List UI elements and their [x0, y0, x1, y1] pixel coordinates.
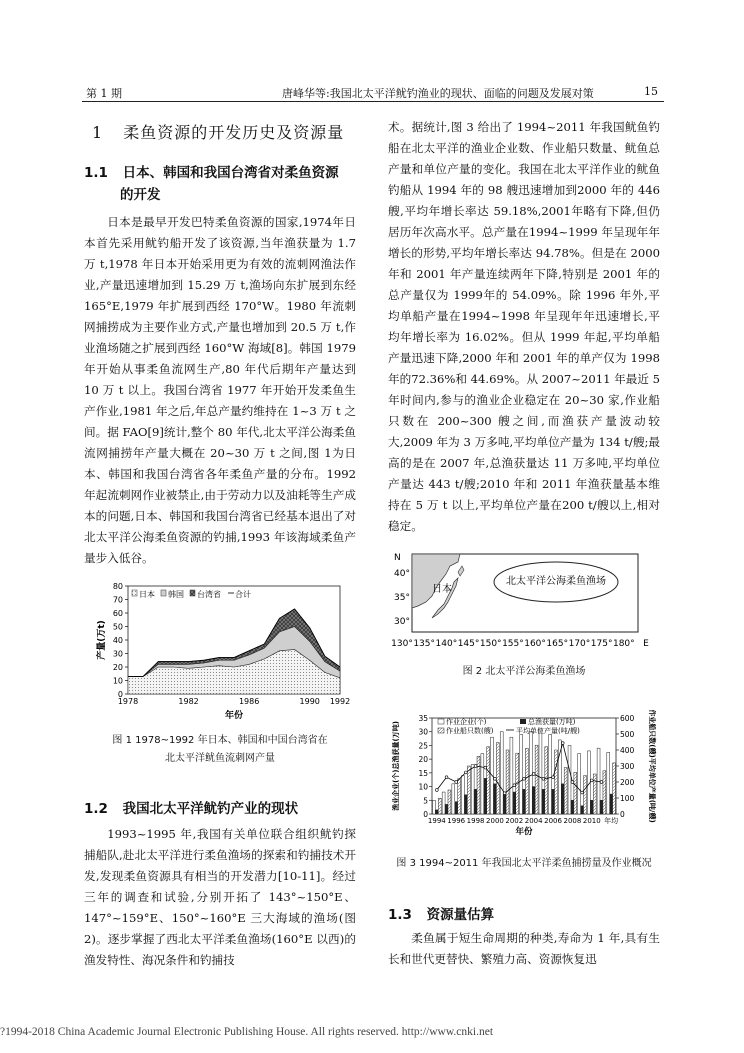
point-unit-yield [435, 789, 438, 792]
page-number: 15 [644, 85, 658, 98]
figure-2 [388, 548, 660, 653]
bar-total-catch [435, 810, 438, 814]
x-tick-label: 1996 [447, 817, 466, 825]
figure-1-caption [84, 732, 356, 768]
point-unit-yield [484, 766, 487, 769]
bar-firms [500, 732, 503, 814]
bar-total-catch [493, 784, 496, 814]
point-unit-yield [561, 742, 564, 745]
bar-firms [442, 792, 445, 814]
y-tick-label: 50 [112, 622, 123, 632]
bar-total-catch [610, 794, 613, 814]
bar-vessels [545, 747, 548, 814]
point-unit-yield [523, 777, 526, 780]
y-tick-label: 20 [112, 663, 123, 672]
legend-swatch [438, 719, 444, 724]
legend-swatch [161, 590, 166, 596]
y-tick-label: 30 [112, 649, 123, 659]
bar-vessels [593, 774, 596, 814]
bar-vessels [603, 771, 606, 814]
legend-label: 作业企业(个) [446, 718, 487, 726]
figure-1-legend [132, 589, 251, 599]
figure-3-legend [438, 717, 580, 735]
y-left-tick-label: 20 [418, 755, 428, 765]
y-left-tick-label: 15 [418, 768, 428, 778]
figure-3-caption: 图 3 1994~2011 年我国北太平洋柔鱼捕捞量及作业概况 [396, 858, 652, 869]
map-label-fishing-ground: 北太平洋公海柔鱼渔场 [506, 576, 606, 587]
legend-label: 作业船只数(艘) [446, 727, 494, 735]
y-left-tick-label: 5 [423, 796, 428, 806]
x-tick-label: 1990 [299, 697, 320, 706]
y-tick-label: 0 [117, 690, 123, 699]
x-tick-label: 2002 [505, 817, 524, 825]
bar-vessels [613, 763, 616, 814]
bar-total-catch [532, 787, 535, 814]
y-axis-label: 产量(万t) [97, 620, 107, 660]
y-right-tick-label: 300 [620, 762, 635, 771]
bar-total-catch [590, 800, 593, 814]
point-unit-yield [590, 779, 593, 782]
x-tick-label: 1994 [427, 817, 446, 825]
point-unit-yield [513, 784, 516, 787]
figure-1-caption-line1: 图 1 1978~1992 年日本、韩国和中国台湾省在 [112, 735, 328, 746]
x-axis-label: 年份 [224, 711, 244, 721]
y-left-tick-label: 0 [423, 810, 428, 819]
bar-vessels [584, 776, 587, 814]
bar-vessels [458, 779, 461, 814]
longitude-label: 170° [568, 639, 591, 649]
copyright-footer: ?1994-2018 China Academic Journal Electronic Publishing House. All rights reserved. http://www.cnki.net [0, 1026, 494, 1038]
bar-total-catch [581, 806, 584, 814]
legend-swatch [438, 728, 444, 733]
point-unit-yield [503, 792, 506, 795]
subsection-title-line2: 的开发 [120, 187, 161, 203]
x-tick-label: 2000 [486, 817, 504, 825]
point-unit-yield [552, 776, 555, 779]
longitude-labels [391, 639, 649, 649]
legend-label: 平均单位产量(吨/艘) [516, 727, 580, 735]
longitude-label: 165° [546, 639, 569, 649]
point-unit-yield [474, 765, 477, 768]
bar-vessels [496, 743, 499, 814]
legend-swatch [190, 590, 195, 596]
y-tick-label: 80 [112, 582, 123, 591]
x-tick-label: 2006 [544, 817, 562, 825]
figure-2-map [388, 548, 660, 653]
figure-2-caption: 图 2 北太平洋公海柔鱼渔场 [462, 666, 586, 677]
point-unit-yield [581, 791, 584, 794]
issue-number: 第 1 期 [86, 87, 122, 100]
x-tick-label: 1982 [178, 697, 199, 706]
bar-total-catch [513, 792, 516, 814]
legend-swatch [132, 590, 137, 596]
bar-vessels [574, 772, 577, 814]
legend-label: 台湾省 [197, 590, 221, 599]
y-left-tick-label: 10 [418, 782, 428, 792]
subsection-1-2-heading [84, 797, 298, 817]
x-tick-label: 2008 [563, 817, 582, 825]
x-tick-label: 2004 [524, 817, 543, 825]
running-header [82, 83, 664, 102]
running-title: 唐峰华等:我国北太平洋鱿钓渔业的现状、面临的问题及发展对策 [282, 87, 594, 100]
bar-total-catch [561, 784, 564, 814]
subsection-title-line1: 日本、韩国和我国台湾省对柔鱼资源 [122, 165, 339, 181]
bar-firms [549, 734, 552, 814]
subsection-number: 1.1 [84, 165, 108, 181]
x-tick-label: 1992 [329, 697, 351, 706]
bar-total-catch [445, 804, 448, 814]
longitude-label: 130° [391, 639, 413, 649]
latitude-label: 30° [394, 617, 410, 627]
figure-1 [92, 578, 352, 726]
left-paragraph-1: 日本是最早开发巴特柔鱼资源的国家,1974年日本首先采用鱿钓船开发了该资源,当年渔获量为 1.7 万 t,1978 年日本开始采用更为有效的流刺网渔法作业,产量迅速增加到 15.29 万 t,渔场向东扩展到东经 165°E,1979 年扩展到西经 170°W。1980 年流刺网捕捞成为主要作业方式,产量也增加到 20.5 万 t,作业渔场随之扩展到西经 160°W 海域[8]。韩国 1979 年开始从事柔鱼流网生产,80 年代后期年产量达到 10 万 t 以上。我国台湾省 1977 年开始开发柔鱼生产作业,1981 年之后,年总产量约维持在 1~3 万 t 之间。据 FAO[9]统计,整个 80 年代,北太平洋公海柔鱼流网捕捞年产量大概在 20~30 万 t 之间,图 1为日本、韩国和我国台湾省各年柔鱼产量的分布。1992 年起流刺网作业被禁止,由于劳动力以及油耗等生产成本的问题,日本、韩国和我国台湾省已经基本退出了对北太平洋公海柔鱼资源的钓捕,1993 年该海域柔鱼产量步入低谷。 [84, 215, 356, 565]
latitude-label: 40° [394, 569, 410, 579]
bar-vessels [564, 768, 567, 814]
longitude-label: 140° [435, 639, 458, 649]
map-label-japan: 日本 [432, 584, 452, 595]
y-right-tick-label: 0 [620, 810, 625, 819]
figure-1-caption-line2: 北太平洋鱿鱼流刺网产量 [165, 753, 275, 764]
section-number: 1 [92, 123, 104, 142]
longitude-label: E [643, 639, 649, 649]
point-unit-yield [542, 777, 545, 780]
x-tick-label: 1998 [466, 817, 485, 825]
bar-firms [607, 752, 610, 814]
y-right-tick-label: 200 [620, 778, 635, 787]
latitude-label: N [394, 553, 401, 563]
y-left-axis-label: 渔业企业(个)总渔获量(万吨) [392, 721, 400, 811]
bar-vessels [525, 748, 528, 814]
bar-total-catch [600, 800, 603, 814]
legend-swatch [520, 719, 526, 724]
longitude-label: 145° [457, 639, 480, 649]
bar-firms [578, 754, 581, 814]
longitude-label: 180° [612, 639, 635, 649]
subsection-1-3-heading [388, 903, 494, 923]
bar-total-catch [484, 778, 487, 814]
subsection-number: 1.2 [84, 801, 108, 817]
longitude-label: 175° [590, 639, 613, 649]
bar-firms [529, 732, 532, 814]
longitude-label: 155° [502, 639, 524, 649]
y-left-tick-label: 25 [418, 741, 428, 751]
figure-1-chart [92, 578, 352, 726]
y-right-tick-label: 400 [620, 746, 635, 755]
section-title: 柔鱼资源的开发历史及资源量 [123, 123, 345, 142]
bar-total-catch [455, 802, 458, 814]
bar-vessels [477, 756, 480, 814]
y-left-tick-label: 35 [418, 714, 428, 723]
subsection-title: 资源量估算 [426, 907, 495, 923]
figure-3 [388, 710, 660, 842]
bar-firms [520, 734, 523, 814]
bar-vessels [555, 750, 558, 814]
point-unit-yield [571, 781, 574, 784]
subsection-number: 1.3 [388, 907, 412, 923]
bar-total-catch [552, 789, 555, 814]
bar-vessels [467, 766, 470, 814]
subsection-title: 我国北太平洋鱿钓产业的现状 [122, 801, 299, 817]
x-axis-label: 年份 [515, 827, 533, 837]
right-paragraph-1: 术。据统计,图 3 给出了 1994~2011 年我国鱿鱼钓船在北太平洋的渔业企业数、作业船只数量、鱿鱼总产量和单位产量的变化。我国在北太平洋作业的鱿鱼钓船从 1994 年的 98 艘迅速增加到2000 年的 446 艘,平均年增长率达 59.18%,2001年略有下降,但仍居历年次高水平。总产量在1994~1999 年呈现年年增长的形势,平均年增长率达 94.78%。但是在 2000 年和 2001 年产量连续两年下降,特别是 2001 年的总产量仅为 1999年的 54.09%。除 1996 年外,平均单船产量在1994~1998 年呈现年年迅速增长,平均年增长率为 16.02%。但从 1999 年起,平均单船产量迅速下降,2000 年和 2001 年的单产仅为 1998 年的72.36%和 44.69%。从 2007~2011 年最近 5 年时间内,参与的渔业企业稳定在 20~30 家,作业船只数在 200~300 艘之间,而渔获产量波动较大,2009 年为 3 万多吨,平均单位产量为 134 t/艘;最高的是在 2007 年,总渔获量达 11 万多吨,平均单位产量达 443 t/艘;2010 年和 2011 年渔获量基本维持在 5 万 t 以上,平均单位产量在200 t/艘以上,相对稳定。 [388, 120, 661, 533]
y-right-axis-label: 作业船只数(艘)平均单位产量(吨/艘) [648, 710, 656, 823]
y-tick-label: 10 [112, 676, 123, 686]
x-tick-label: 年均 [604, 817, 619, 825]
longitude-label: 160° [524, 639, 546, 649]
left-paragraph-2: 1993~1995 年,我国有关单位联合组织鱿钓探捕船队,赴北太平洋进行柔鱼渔场的探索和钓捕技术开发,发现柔鱼资源具有相当的开发潜力[10-11]。经过三年的调查和试验,分别开拓了 143°~150°E、147°~159°E、150°~160°E 三大海域的渔场(图 2)。逐步掌握了西北太平洋柔鱼渔场(160°E 以西)的渔发特性、海况条件和钓捕技 [84, 827, 356, 967]
point-unit-yield [445, 776, 448, 779]
point-unit-yield [455, 781, 458, 784]
longitude-label: 150° [479, 639, 502, 649]
section-1-heading [92, 120, 344, 143]
bar-vessels [438, 798, 441, 814]
legend-label: 总渔获量(万吨) [528, 718, 576, 726]
y-tick-label: 70 [112, 595, 123, 605]
bar-firms [452, 784, 455, 814]
point-unit-yield [464, 771, 467, 774]
bar-firms [471, 765, 474, 814]
bar-firms [462, 776, 465, 814]
bar-vessels [535, 745, 538, 814]
y-right-tick-label: 600 [620, 714, 635, 723]
bar-firms [510, 737, 513, 814]
bar-firms [539, 729, 542, 814]
right-paragraph-2: 柔鱼属于短生命周期的种类,寿命为 1 年,具有生长和世代更替快、繁殖力高、资源恢复迅 [388, 931, 660, 966]
x-tick-label: 2010 [582, 817, 601, 825]
bar-firms [432, 800, 435, 814]
subsection-1-1-heading [84, 162, 374, 206]
point-unit-yield [494, 777, 497, 780]
legend-label: 合计 [235, 590, 251, 599]
bar-total-catch [523, 789, 526, 814]
point-unit-yield [532, 773, 535, 776]
y-tick-label: 40 [112, 636, 123, 645]
y-tick-label: 60 [112, 609, 123, 618]
bar-total-catch [464, 795, 467, 814]
bar-total-catch [542, 789, 545, 814]
point-unit-yield [600, 781, 603, 784]
latitude-label: 35° [394, 593, 410, 603]
bar-total-catch [571, 800, 574, 814]
x-tick-label: 1986 [238, 697, 260, 706]
bar-total-catch [474, 789, 477, 814]
bar-vessels [487, 747, 490, 814]
legend-label: 日本 [139, 590, 155, 599]
bar-vessels [448, 790, 451, 814]
longitude-label: 135° [413, 639, 436, 649]
y-right-tick-label: 500 [620, 730, 635, 739]
bar-total-catch [503, 795, 506, 814]
y-left-tick-label: 30 [418, 727, 428, 737]
y-right-tick-label: 100 [620, 794, 635, 803]
latitude-labels [394, 553, 410, 627]
legend-label: 韩国 [168, 590, 184, 599]
bar-firms [568, 745, 571, 814]
bar-vessels [506, 750, 509, 814]
bar-firms [481, 754, 484, 814]
x-tick-label: 1978 [117, 697, 139, 706]
figure-3-chart [388, 710, 660, 842]
